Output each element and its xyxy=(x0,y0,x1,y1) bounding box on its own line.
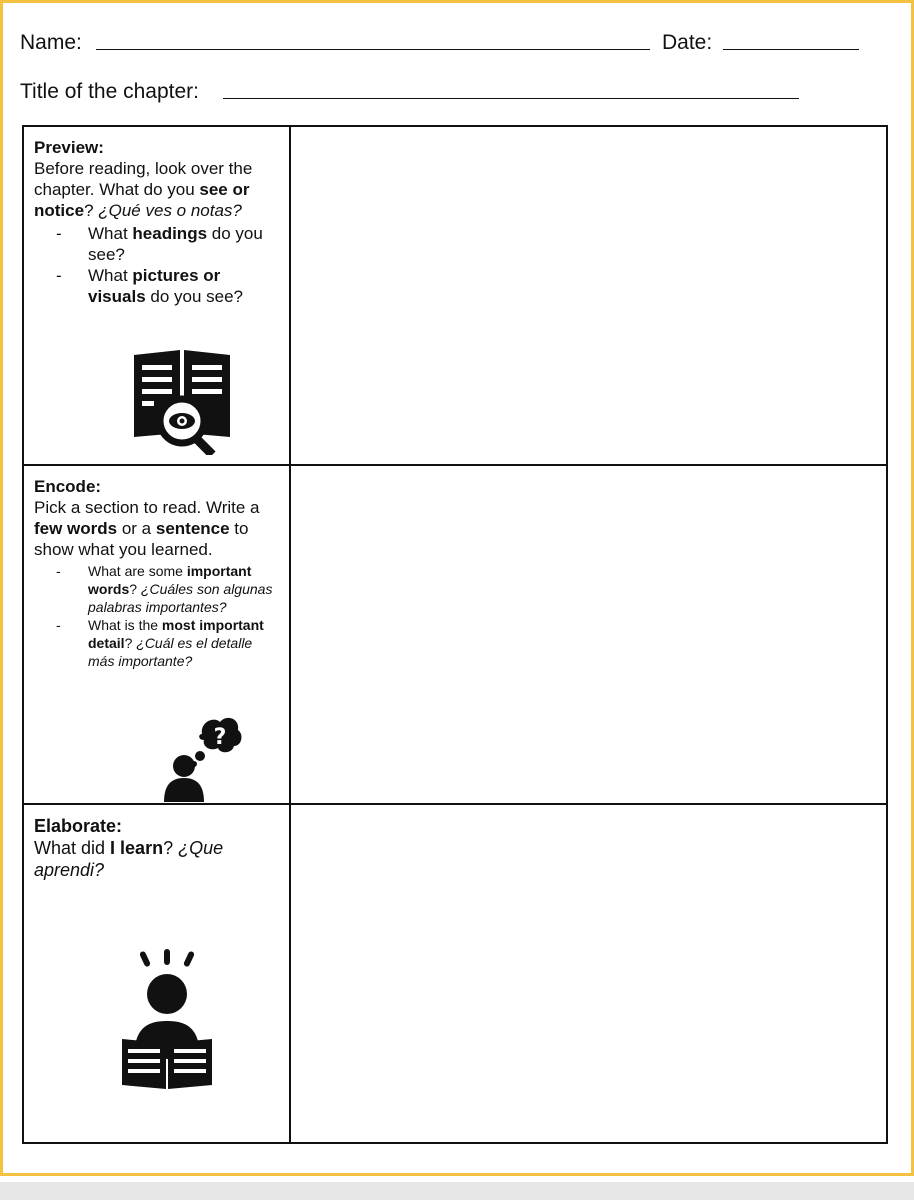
encode-text-3: to show what you learned. xyxy=(34,519,249,559)
bottom-bar xyxy=(0,1182,914,1200)
bullet-bold: important words xyxy=(88,563,252,597)
bullet-spanish-text: ¿Cuáles son algunas palabras importantes? xyxy=(88,581,273,615)
elaborate-answer-cell[interactable] xyxy=(290,804,887,1143)
bullet-text: ? xyxy=(129,581,141,597)
bullet-bold: most important detail xyxy=(88,617,264,651)
encode-text-1: Pick a section to read. Write a xyxy=(34,498,260,517)
bullet-text: What is the xyxy=(88,617,162,633)
thinking-person-icon xyxy=(164,714,244,809)
bullet-spanish-text: ¿Cuál es el detalle más importante? xyxy=(88,635,253,669)
svg-text:?: ? xyxy=(213,725,227,750)
preview-text-2: ? xyxy=(84,201,99,220)
elaborate-text-1: What did xyxy=(34,838,111,858)
date-label: Date: xyxy=(662,31,713,54)
encode-row xyxy=(23,465,887,804)
encode-bullet-list xyxy=(34,562,281,670)
encode-text-2: or a xyxy=(117,519,156,538)
bullet-dash: - xyxy=(56,617,61,633)
bullet-text: do you see? xyxy=(88,224,263,264)
bullet-bold: headings xyxy=(132,224,208,243)
date-blank-line[interactable] xyxy=(723,49,859,50)
list-item xyxy=(34,562,281,616)
encode-bold-2: sentence xyxy=(155,519,230,538)
elaborate-spanish-text: ¿Que aprendi? xyxy=(34,838,224,880)
bullet-dash: - xyxy=(56,563,61,579)
list-item xyxy=(34,265,281,307)
list-item xyxy=(34,616,281,670)
encode-answer-cell[interactable] xyxy=(290,465,887,804)
bullet-text: What xyxy=(88,266,133,285)
bullet-text: ? xyxy=(124,635,137,651)
elaborate-title: Elaborate: xyxy=(34,816,123,836)
preview-spanish-text: ¿Qué ves o notas? xyxy=(98,201,242,220)
name-blank-line[interactable] xyxy=(96,49,650,50)
elaborate-prompt-cell xyxy=(23,804,290,1143)
preview-bullet-list xyxy=(34,223,281,307)
bullet-dash: - xyxy=(56,224,62,243)
encode-prompt-cell xyxy=(23,465,290,804)
elaborate-bold: I learn xyxy=(110,838,164,858)
preview-text-1: Before reading, look over the chapter. What do you xyxy=(34,159,253,199)
preview-instructions xyxy=(34,158,281,221)
book-magnifier-icon xyxy=(132,345,232,460)
bullet-dash: - xyxy=(56,266,62,285)
preview-answer-cell[interactable] xyxy=(290,126,887,465)
elaborate-row xyxy=(23,804,887,1143)
bullet-text: do you see? xyxy=(145,287,244,306)
bullet-text: What are some xyxy=(88,563,187,579)
person-reading-icon xyxy=(122,949,212,1099)
preview-title: Preview: xyxy=(34,138,104,157)
preview-bold-1: see or notice xyxy=(34,180,250,220)
encode-title: Encode: xyxy=(34,477,102,496)
elaborate-text-2: ? xyxy=(163,838,179,858)
bullet-bold: pictures or visuals xyxy=(88,266,221,306)
encode-bold-1: few words xyxy=(34,519,118,538)
list-item xyxy=(34,223,281,265)
chapter-title-blank-line[interactable] xyxy=(223,98,799,99)
worksheet-table xyxy=(22,125,888,1144)
elaborate-question xyxy=(34,837,281,881)
chapter-title-label: Title of the chapter: xyxy=(20,80,199,103)
bullet-text: What xyxy=(88,224,133,243)
preview-row xyxy=(23,126,887,465)
encode-instructions xyxy=(34,497,281,560)
preview-prompt-cell xyxy=(23,126,290,465)
name-label: Name: xyxy=(20,31,82,54)
